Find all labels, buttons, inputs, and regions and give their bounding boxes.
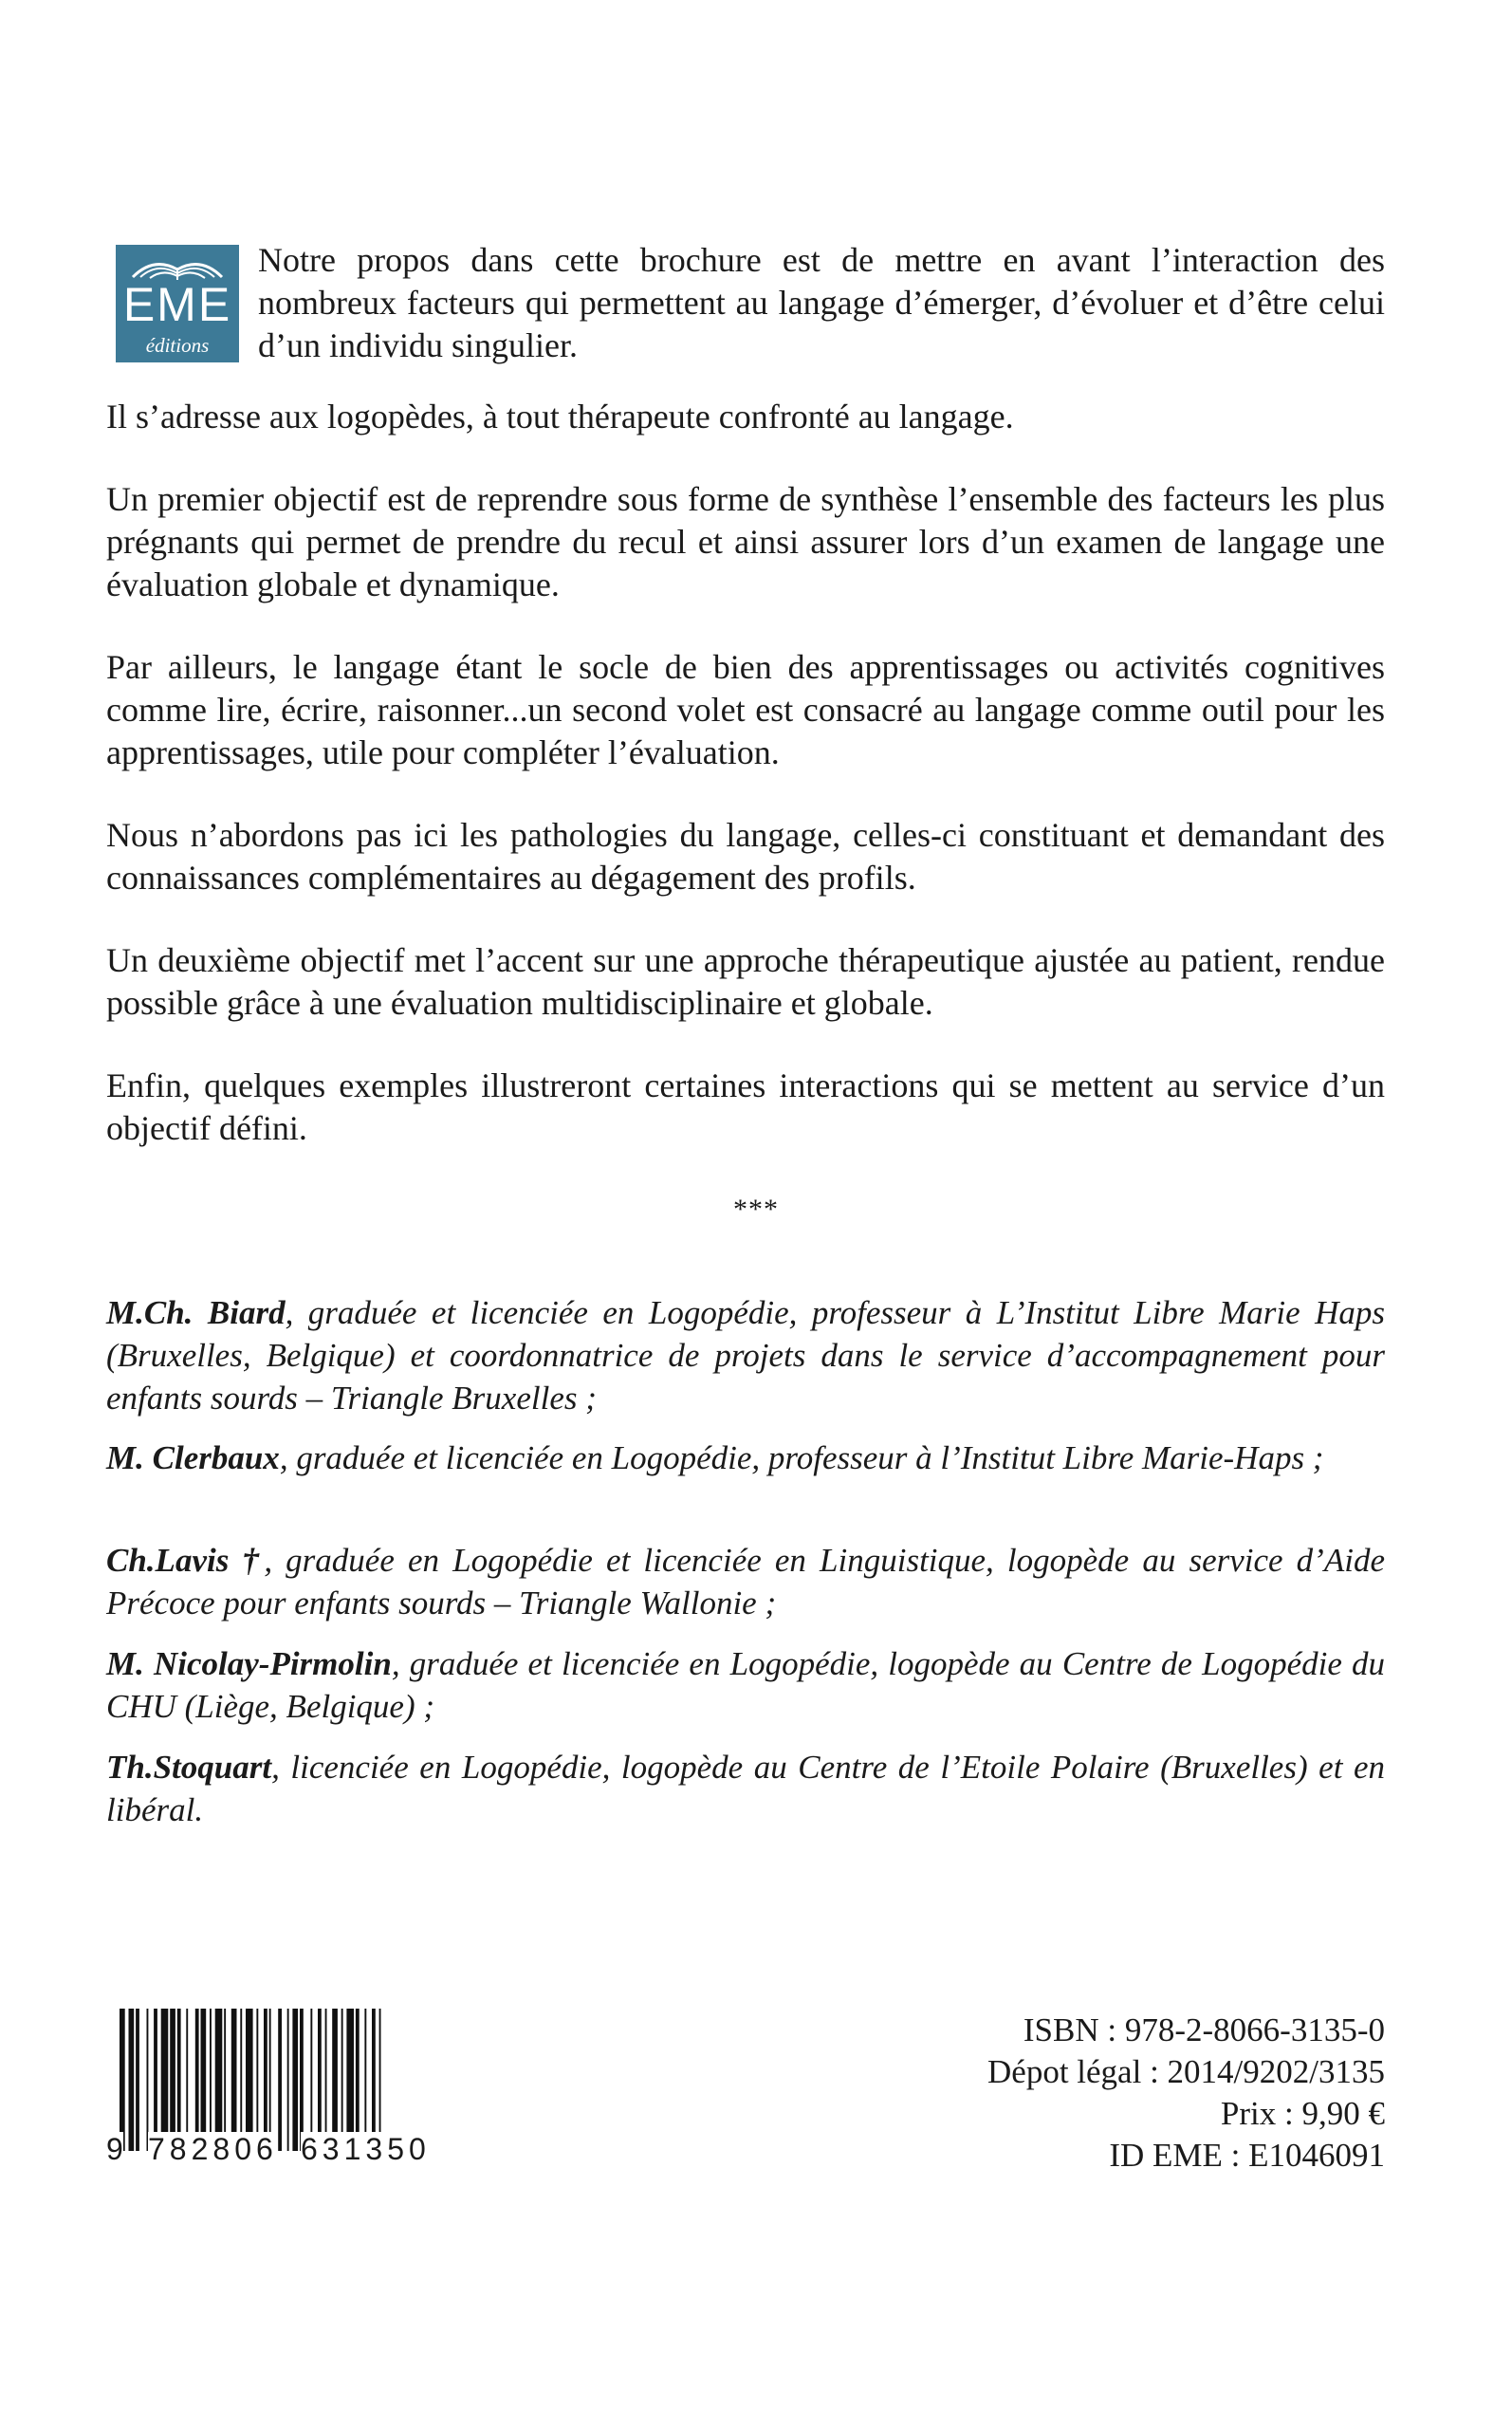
barcode-bar <box>120 2009 125 2151</box>
barcode-bar <box>136 2009 139 2151</box>
separator: *** <box>733 1194 779 1225</box>
barcode-bar <box>278 2009 282 2151</box>
author-entry <box>106 1436 1385 1479</box>
barcode-bar <box>292 2009 298 2151</box>
barcode-bar <box>161 2009 169 2151</box>
author-name: M.Ch. Biard <box>106 1294 286 1331</box>
author-entry <box>106 1642 1385 1728</box>
author-description: , graduée et licenciée en Logopédie, logopède au Centre de Logopédie du CHU (Liège, Belgique) ; <box>106 1645 1385 1725</box>
barcode-bar <box>379 2009 381 2151</box>
paragraph-pathologies: Nous n’abordons pas ici les pathologies du langage, celles-ci constituant et demandant des connaissances complémentaires au dégagement des profils. <box>106 816 1385 897</box>
barcode <box>106 2009 469 2166</box>
price: Prix : 9,90 € <box>1220 2095 1385 2132</box>
barcode-bar <box>231 2009 237 2151</box>
barcode-bar <box>147 2009 149 2151</box>
barcode-bar <box>269 2009 271 2151</box>
barcode-bar <box>332 2009 338 2151</box>
barcode-bar <box>364 2009 366 2151</box>
barcode-bar <box>201 2009 207 2151</box>
intro-paragraph: Notre propos dans cette brochure est de mettre en avant l’interaction des nombreux facteurs qui permettent au langage d’émerger, d’évoluer et d’être celui d’un individu singulier. <box>258 241 1385 364</box>
barcode-bar <box>287 2009 289 2151</box>
paragraph-objective-2: Un deuxième objectif met l’accent sur une approche thérapeutique ajustée au patient, rendue possible grâce à une évaluation multidisciplinaire et globale. <box>106 941 1385 1022</box>
barcode-bar <box>240 2009 242 2151</box>
barcode-bar <box>356 2009 360 2151</box>
barcode-bar <box>129 2009 135 2151</box>
barcode-bar <box>246 2009 253 2151</box>
author-entry <box>106 1746 1385 1831</box>
barcode-bar <box>346 2009 354 2151</box>
author-entry <box>106 1291 1385 1419</box>
author-name: M. Clerbaux <box>106 1439 280 1476</box>
author-description: , graduée et licenciée en Logopédie, professeur à L’Institut Libre Marie Haps (Bruxelles, Belgique) et coordonnatrice de projets dans le service d’accompagnement pour enfants sourds – Triangle Bruxelles ; <box>106 1294 1385 1417</box>
barcode-digit-group: 9 <box>106 2132 123 2166</box>
logo-name: EME <box>122 278 232 331</box>
author-name: Th.Stoquart <box>106 1749 272 1786</box>
isbn: ISBN : 978-2-8066-3135-0 <box>1023 2011 1385 2048</box>
author-entry <box>106 1539 1385 1624</box>
barcode-digit-group: 631350 <box>301 2132 431 2166</box>
publisher-logo <box>116 245 239 362</box>
author-name: M. Nicolay-Pirmolin <box>106 1645 392 1682</box>
barcode-digit-group: 782806 <box>148 2132 278 2166</box>
barcode-bar <box>210 2009 212 2151</box>
author-name: Ch.Lavis † <box>106 1542 265 1579</box>
eme-id: ID EME : E1046091 <box>1109 2137 1385 2174</box>
barcode-bar <box>341 2009 343 2151</box>
legal-deposit: Dépot légal : 2014/9202/3135 <box>987 2053 1385 2090</box>
paragraph-objective-1: Un premier objectif est de reprendre sous forme de synthèse l’ensemble des facteurs les plus prégnants qui permet de prendre du recul et ainsi assurer lors d’un examen de langage une évaluation globale et dynamique. <box>106 480 1385 603</box>
barcode-bar <box>325 2009 327 2151</box>
barcode-bar <box>224 2009 226 2151</box>
barcode-digits <box>106 2132 469 2166</box>
paragraph-examples: Enfin, quelques exemples illustreront certaines interactions qui se mettent au service d’un objectif défini. <box>106 1066 1385 1147</box>
barcode-bar <box>256 2009 258 2151</box>
publication-info <box>987 2010 1385 2177</box>
barcode-bar <box>154 2009 157 2151</box>
author-description: , licenciée en Logopédie, logopède au Centre de l’Etoile Polaire (Bruxelles) et en libéral. <box>106 1749 1385 1828</box>
barcode-bar <box>215 2009 223 2151</box>
barcode-bar <box>170 2009 175 2151</box>
logo-subtitle: éditions <box>145 334 210 357</box>
barcode-bar <box>186 2009 188 2151</box>
barcode-bar <box>300 2009 304 2151</box>
barcode-bar <box>310 2009 312 2151</box>
barcode-bar <box>318 2009 322 2151</box>
paragraph-audience: Il s’adresse aux logopèdes, à tout thérapeute confronté au langage. <box>106 398 1014 435</box>
author-description: , graduée et licenciée en Logopédie, professeur à l’Institut Libre Marie-Haps ; <box>279 1439 1324 1476</box>
barcode-bar <box>372 2009 376 2151</box>
barcode-bar <box>195 2009 199 2151</box>
barcode-bar <box>264 2009 267 2151</box>
paragraph-learning: Par ailleurs, le langage étant le socle de bien des apprentissages ou activités cognitives comme lire, écrire, raisonner...un second volet est consacré au langage comme outil pour les apprentissages, utile pour compléter l’évaluation. <box>106 648 1385 771</box>
author-description: , graduée en Logopédie et licenciée en Linguistique, logopède au service d’Aide Précoce pour enfants sourds – Triangle Wallonie ; <box>106 1542 1385 1621</box>
barcode-bar <box>177 2009 181 2151</box>
